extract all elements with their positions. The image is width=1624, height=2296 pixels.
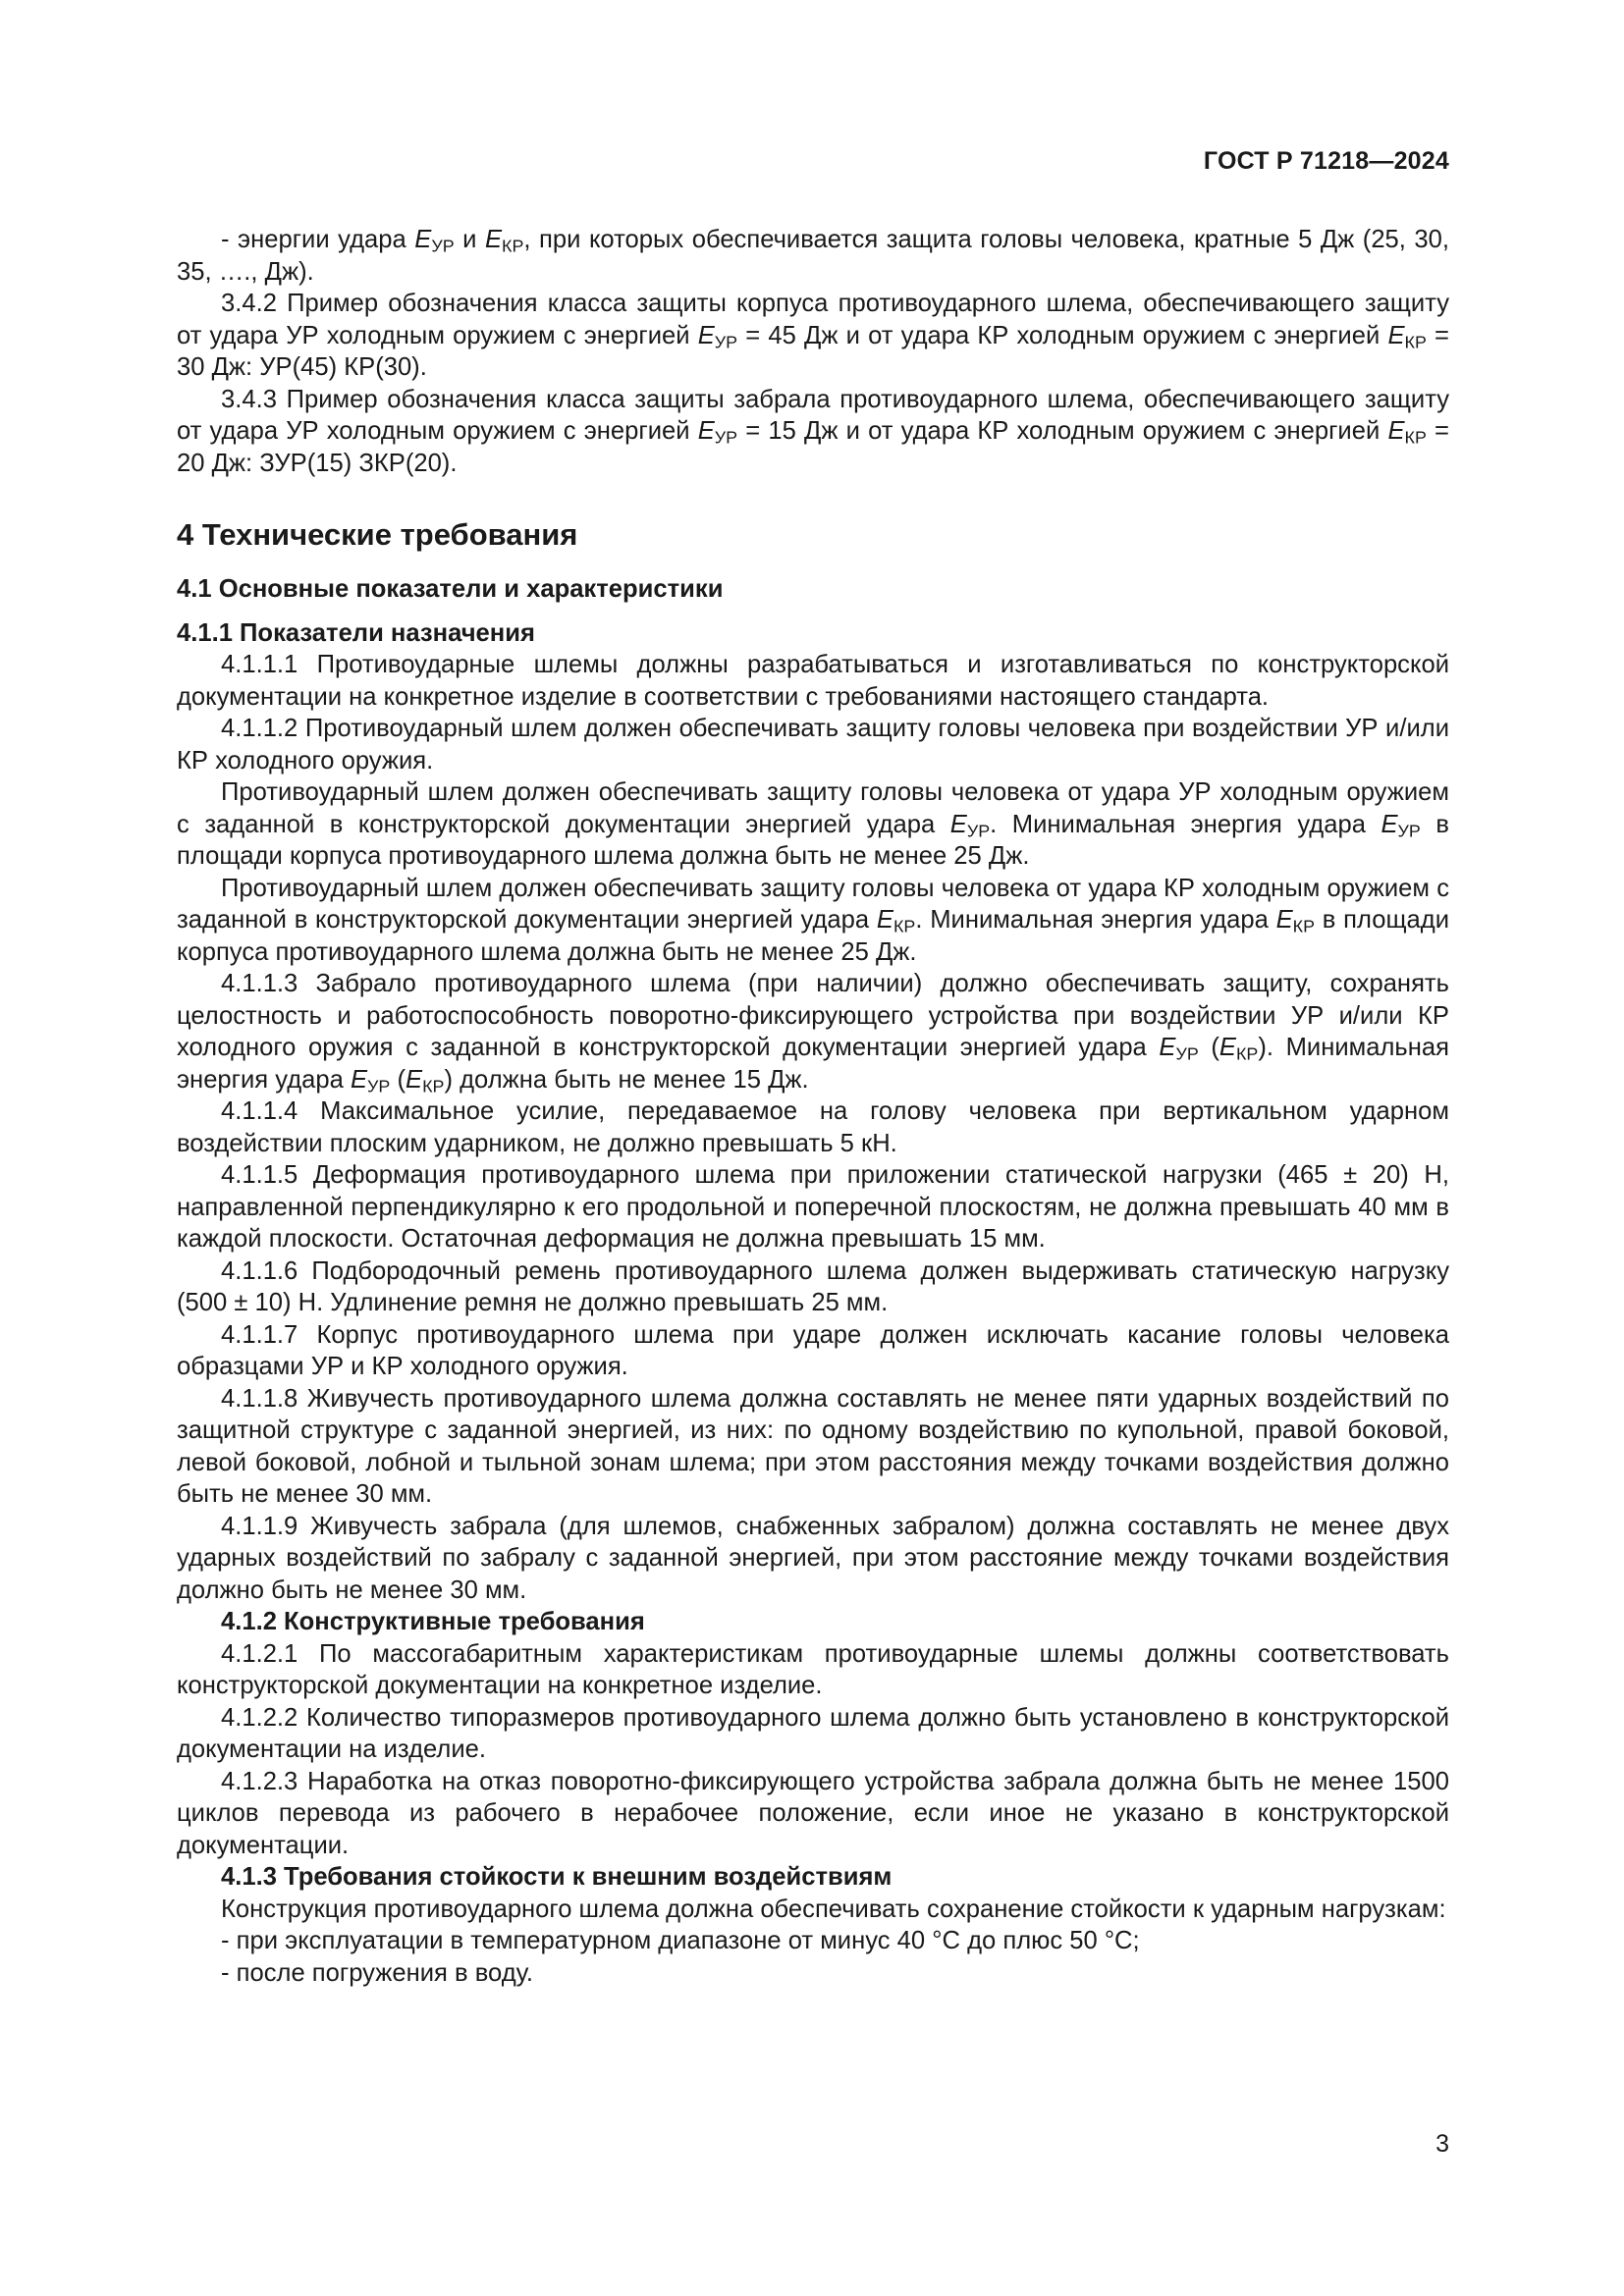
- paragraph-4-1-1-7: 4.1.1.7 Корпус противоударного шлема при ударе должен исключать касание головы человека образцами УР и КР холодного оружия.: [177, 1320, 1449, 1380]
- list-item-water: - после погружения в воду.: [221, 1958, 533, 1987]
- paragraph-4-1-2-2: 4.1.2.2 Количество типоразмеров противоударного шлема должно быть установлено в конструкторской документации на изделие.: [177, 1703, 1449, 1763]
- paragraph-4-1-1-1: 4.1.1.1 Противоударные шлемы должны разрабатываться и изготавливаться по конструкторской документации на конкретное изделие в соответствии с требованиями настоящего стандарта.: [177, 651, 1449, 711]
- paragraph-ur-protection: Противоударный шлем должен обеспечивать защиту головы человека от удара УР холодным оружием с заданной в конструкторской документации энергией удара $E_{УР}$. Минимальная энергия удара $E_{УР}$ в площади корпуса противоударного шлема должна быть не менее 25 Дж.: [177, 778, 1449, 870]
- paragraph-4-1-2-1: 4.1.2.1 По массогабаритным характеристикам противоударные шлемы должны соответствовать конструкторской документации на конкретное изделие.: [177, 1639, 1449, 1699]
- subsection-heading-4-1-3: 4.1.3 Требования стойкости к внешним воздействиям: [221, 1863, 893, 1891]
- paragraph-4-1-3-intro: Конструкция противоударного шлема должна обеспечивать сохранение стойкости к ударным нагрузкам:: [221, 1895, 1446, 1923]
- list-item-temperature: - при эксплуатации в температурном диапазоне от минус 40 °C до плюс 50 °C;: [221, 1927, 1140, 1954]
- paragraph-4-1-1-2: 4.1.1.2 Противоударный шлем должен обеспечивать защиту головы человека при воздействии УР и/или КР холодного оружия.: [177, 715, 1449, 774]
- document-code: ГОСТ Р 71218—2024: [1203, 147, 1449, 175]
- paragraph-3-4-2: 3.4.2 Пример обозначения класса защиты корпуса противоударного шлема, обеспечивающего защиту от удара УР холодным оружием с энергией $E_{УР} = 45$ Дж и от удара КР холодным оружием с энергией $E_{КР} = 30$ Дж: УР(45) КР(30).: [177, 290, 1449, 381]
- page-number: 3: [1435, 2130, 1449, 2158]
- paragraph-kr-protection: Противоударный шлем должен обеспечивать защиту головы человека от удара КР холодным оружием с заданной в конструкторской документации энергией удара $E_{КР}$. Минимальная энергия удара $E_{КР}$ в площади корпуса противоударного шлема должна быть не менее 25 Дж.: [177, 874, 1450, 966]
- paragraph-4-1-1-8: 4.1.1.8 Живучесть противоударного шлема должна составлять не менее пяти ударных воздействий по защитной структуре с заданной энергией, из них: по одному воздействию по купольной, правой боковой, левой боковой, лобной и тыльной зонам шлема; при этом расстояния между точками воздействия должно быть не менее 30 мм.: [177, 1384, 1449, 1508]
- subsection-heading-4-1-2: 4.1.2 Конструктивные требования: [221, 1608, 645, 1635]
- subsection-heading-4-1-1: 4.1.1 Показатели назначения: [177, 618, 535, 647]
- document-body: [177, 224, 1449, 1989]
- paragraph-4-1-2-3: 4.1.2.3 Наработка на отказ поворотно-фиксирующего устройства забрала должна быть не менее 1500 циклов перевода из рабочего в нерабочее положение, если иное не указано в конструкторской документации.: [177, 1767, 1449, 1859]
- paragraph-4-1-1-6: 4.1.1.6 Подбородочный ремень противоударного шлема должен выдерживать статическую нагрузку (500 ± 10) Н. Удлинение ремня не должно превышать 25 мм.: [177, 1256, 1449, 1316]
- paragraph-energy-list: - энергии удара $E_{УР}$ и $E_{КР}$, при которых обеспечивается защита головы человека, кратные 5 Дж (25, 30, 35, …., Дж).: [177, 226, 1449, 286]
- paragraph-4-1-1-5: 4.1.1.5 Деформация противоударного шлема при приложении статической нагрузки (465 ± 20) Н, направленной перпендикулярно к его продольной и поперечной плоскостям, не должна превышать 40 мм в каждой плоскости. Остаточная деформация не должна превышать 15 мм.: [177, 1161, 1449, 1253]
- subsection-heading-4-1: 4.1 Основные показатели и характеристики: [177, 575, 724, 603]
- paragraph-4-1-1-4: 4.1.1.4 Максимальное усилие, передаваемое на голову человека при вертикальном ударном воздействии плоским ударником, не должно превышать 5 кН.: [177, 1097, 1449, 1157]
- paragraph-3-4-3: 3.4.3 Пример обозначения класса защиты забрала противоударного шлема, обеспечивающего защиту от удара УР холодным оружием с энергией $E_{УР} = 15$ Дж и от удара КР холодным оружием с энергией $E_{КР} = 20$ Дж: ЗУР(15) ЗКР(20).: [177, 385, 1449, 477]
- paragraph-4-1-1-9: 4.1.1.9 Живучесть забрала (для шлемов, снабженных забралом) должна составлять не менее двух ударных воздействий по забралу с заданной энергией, при этом расстояние между точками воздействия должно быть не менее 30 мм.: [177, 1512, 1449, 1604]
- paragraph-4-1-1-3: 4.1.1.3 Забрало противоударного шлема (при наличии) должно обеспечивать защиту, сохранять целостность и работоспособность поворотно-фиксирующего устройства при воздействии УР и/или КР холодного оружия с заданной в конструкторской документации энергией удара $E_{УР}$ $(E_{КР})$. Минимальная энергия удара $E_{УР}$ $(E_{КР})$ должна быть не менее 15 Дж.: [177, 970, 1449, 1095]
- section-heading-4: 4 Технические требования: [177, 517, 578, 552]
